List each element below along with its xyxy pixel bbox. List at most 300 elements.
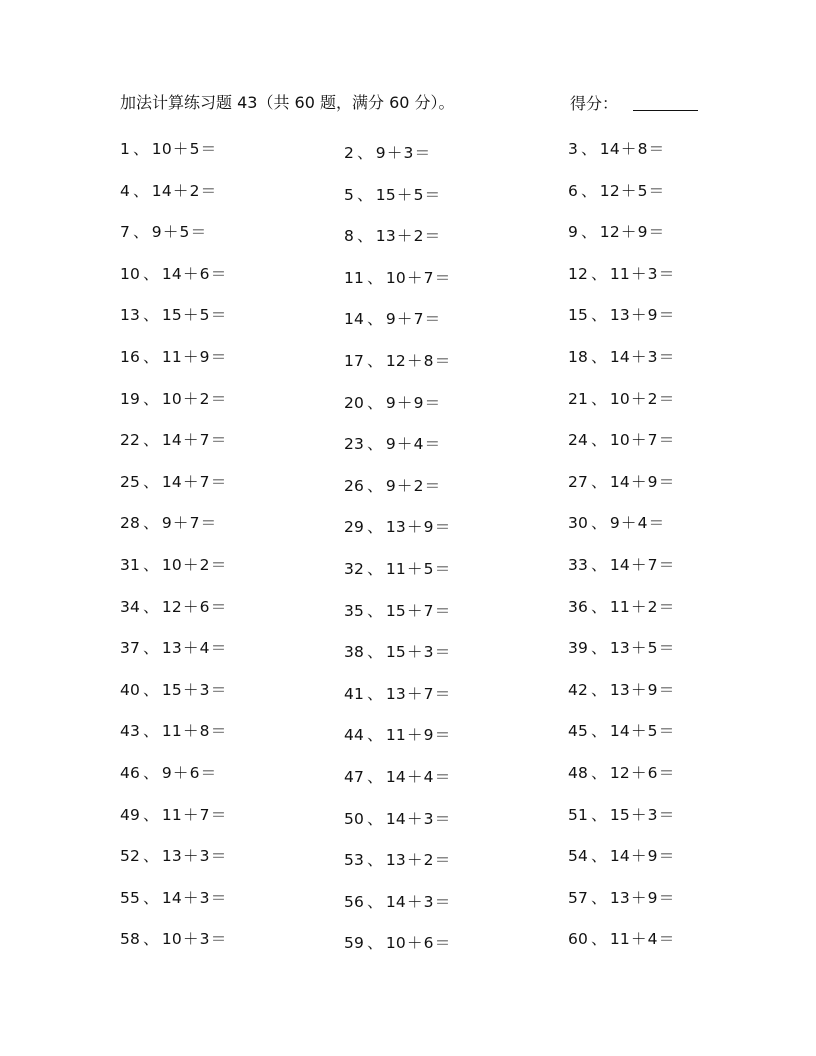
equals-sign: ＝ bbox=[658, 597, 675, 616]
equals-sign: ＝ bbox=[434, 809, 451, 828]
plus-sign: ＋ bbox=[182, 306, 199, 325]
equals-sign: ＝ bbox=[210, 389, 227, 408]
problem-row bbox=[120, 137, 720, 179]
addend-b: 6 bbox=[423, 934, 434, 953]
problem-number: 32 bbox=[344, 559, 365, 578]
equals-sign: ＝ bbox=[210, 680, 227, 699]
problem-item[interactable] bbox=[344, 141, 431, 163]
problem-number: 56 bbox=[344, 892, 365, 911]
addend-a: 10 bbox=[385, 268, 406, 287]
equals-sign: ＝ bbox=[658, 930, 675, 949]
addend-a: 14 bbox=[609, 847, 630, 866]
addend-a: 12 bbox=[599, 223, 620, 242]
plus-sign: ＋ bbox=[386, 144, 403, 162]
problem-number: 8 bbox=[344, 227, 355, 246]
plus-sign: ＋ bbox=[182, 930, 199, 949]
addend-b: 3 bbox=[199, 888, 210, 907]
problem-row bbox=[120, 803, 720, 845]
problem-item[interactable] bbox=[568, 761, 675, 783]
addend-a: 14 bbox=[151, 181, 172, 200]
problem-item[interactable] bbox=[568, 719, 675, 741]
problem-item[interactable] bbox=[120, 220, 207, 242]
problem-number: 33 bbox=[568, 555, 589, 574]
problem-number: 24 bbox=[568, 431, 589, 450]
addend-a: 12 bbox=[161, 597, 182, 616]
problem-item[interactable] bbox=[120, 470, 227, 492]
problem-item[interactable] bbox=[120, 553, 227, 575]
problem-item[interactable] bbox=[344, 515, 451, 537]
score-blank[interactable] bbox=[633, 110, 698, 111]
addend-b: 7 bbox=[199, 431, 210, 450]
equals-sign: ＝ bbox=[434, 934, 451, 953]
equals-sign: ＝ bbox=[190, 223, 207, 242]
equals-sign: ＝ bbox=[434, 892, 451, 911]
plus-sign: ＋ bbox=[406, 601, 423, 620]
problem-item[interactable] bbox=[120, 387, 227, 409]
addend-a: 11 bbox=[609, 930, 630, 949]
problem-number: 1 bbox=[120, 140, 131, 158]
problem-number: 41 bbox=[344, 684, 365, 703]
equals-sign: ＝ bbox=[424, 393, 441, 412]
equals-sign: ＝ bbox=[434, 643, 451, 662]
problem-separator: 、 bbox=[143, 555, 159, 574]
problem-number: 15 bbox=[568, 306, 589, 325]
problem-separator: 、 bbox=[367, 809, 383, 828]
addend-b: 9 bbox=[199, 347, 210, 366]
plus-sign: ＋ bbox=[406, 767, 423, 786]
problem-number: 45 bbox=[568, 722, 589, 741]
problem-item[interactable] bbox=[568, 179, 665, 201]
problem-number: 19 bbox=[120, 389, 141, 408]
problem-row bbox=[120, 595, 720, 637]
equals-sign: ＝ bbox=[434, 559, 451, 578]
addend-a: 14 bbox=[161, 888, 182, 907]
problem-row bbox=[120, 345, 720, 387]
addend-b: 7 bbox=[647, 431, 658, 450]
addend-b: 5 bbox=[179, 223, 190, 242]
problem-separator: 、 bbox=[143, 472, 159, 491]
addend-a: 15 bbox=[609, 805, 630, 824]
problem-item[interactable] bbox=[344, 599, 451, 621]
plus-sign: ＋ bbox=[406, 892, 423, 911]
equals-sign: ＝ bbox=[210, 472, 227, 491]
addend-a: 14 bbox=[161, 264, 182, 283]
problem-item[interactable] bbox=[344, 640, 451, 662]
problem-separator: 、 bbox=[367, 601, 383, 620]
equals-sign: ＝ bbox=[648, 140, 665, 158]
addend-a: 15 bbox=[375, 185, 396, 204]
addend-b: 7 bbox=[423, 601, 434, 620]
problem-separator: 、 bbox=[143, 597, 159, 616]
problem-item[interactable] bbox=[568, 553, 675, 575]
equals-sign: ＝ bbox=[658, 389, 675, 408]
problem-number: 18 bbox=[568, 347, 589, 366]
equals-sign: ＝ bbox=[414, 144, 431, 162]
addend-a: 15 bbox=[161, 680, 182, 699]
problem-number: 46 bbox=[120, 763, 141, 782]
problem-separator: 、 bbox=[143, 722, 159, 741]
problem-row bbox=[120, 511, 720, 553]
addend-a: 10 bbox=[609, 431, 630, 450]
problem-item[interactable] bbox=[120, 303, 227, 325]
addend-b: 6 bbox=[199, 264, 210, 283]
problem-row bbox=[120, 220, 720, 262]
problem-item[interactable] bbox=[120, 719, 227, 741]
problem-separator: 、 bbox=[133, 223, 149, 242]
equals-sign: ＝ bbox=[424, 185, 441, 204]
plus-sign: ＋ bbox=[396, 393, 413, 412]
problem-number: 16 bbox=[120, 347, 141, 366]
equals-sign: ＝ bbox=[658, 555, 675, 574]
problem-number: 53 bbox=[344, 851, 365, 870]
problem-item[interactable] bbox=[568, 511, 665, 533]
problem-item[interactable] bbox=[568, 844, 675, 866]
equals-sign: ＝ bbox=[658, 264, 675, 283]
plus-sign: ＋ bbox=[630, 930, 647, 949]
addend-b: 4 bbox=[423, 767, 434, 786]
addend-a: 9 bbox=[385, 310, 396, 329]
problem-separator: 、 bbox=[367, 268, 383, 287]
problem-item[interactable] bbox=[568, 387, 675, 409]
plus-sign: ＋ bbox=[406, 851, 423, 870]
problem-item[interactable] bbox=[344, 432, 441, 454]
problem-number: 22 bbox=[120, 431, 141, 450]
equals-sign: ＝ bbox=[200, 181, 217, 200]
equals-sign: ＝ bbox=[434, 601, 451, 620]
addend-b: 3 bbox=[647, 264, 658, 283]
plus-sign: ＋ bbox=[172, 181, 189, 200]
plus-sign: ＋ bbox=[630, 555, 647, 574]
plus-sign: ＋ bbox=[620, 181, 637, 200]
addend-a: 9 bbox=[385, 393, 396, 412]
problem-separator: 、 bbox=[591, 888, 607, 907]
addend-b: 8 bbox=[199, 722, 210, 741]
problem-number: 47 bbox=[344, 767, 365, 786]
problem-item[interactable] bbox=[120, 179, 217, 201]
problem-separator: 、 bbox=[143, 847, 159, 866]
addend-a: 10 bbox=[151, 140, 172, 158]
equals-sign: ＝ bbox=[424, 227, 441, 246]
problem-item[interactable] bbox=[568, 470, 675, 492]
problem-separator: 、 bbox=[591, 514, 607, 533]
addend-b: 3 bbox=[423, 892, 434, 911]
problem-number: 12 bbox=[568, 264, 589, 283]
addend-b: 7 bbox=[423, 268, 434, 287]
equals-sign: ＝ bbox=[210, 264, 227, 283]
problem-item[interactable] bbox=[568, 137, 665, 159]
equals-sign: ＝ bbox=[210, 431, 227, 450]
equals-sign: ＝ bbox=[648, 181, 665, 200]
addend-b: 3 bbox=[423, 809, 434, 828]
equals-sign: ＝ bbox=[648, 514, 665, 533]
problem-number: 59 bbox=[344, 934, 365, 953]
equals-sign: ＝ bbox=[210, 722, 227, 741]
worksheet-title: 加法计算练习题 43（共 60 题，满分 60 分）。 bbox=[120, 93, 455, 112]
problem-separator: 、 bbox=[367, 726, 383, 745]
addend-b: 2 bbox=[423, 851, 434, 870]
problem-item[interactable] bbox=[344, 765, 451, 787]
problem-separator: 、 bbox=[591, 847, 607, 866]
problem-number: 9 bbox=[568, 223, 579, 242]
addend-b: 9 bbox=[637, 223, 648, 242]
plus-sign: ＋ bbox=[396, 476, 413, 495]
equals-sign: ＝ bbox=[210, 597, 227, 616]
plus-sign: ＋ bbox=[630, 389, 647, 408]
problem-item[interactable] bbox=[120, 428, 227, 450]
problem-number: 40 bbox=[120, 680, 141, 699]
problem-separator: 、 bbox=[133, 140, 149, 158]
equals-sign: ＝ bbox=[658, 888, 675, 907]
problem-row bbox=[120, 303, 720, 345]
addend-a: 15 bbox=[161, 306, 182, 325]
problem-item[interactable] bbox=[344, 890, 451, 912]
problem-separator: 、 bbox=[357, 185, 373, 204]
problem-item[interactable] bbox=[568, 886, 675, 908]
equals-sign: ＝ bbox=[658, 431, 675, 450]
problem-item[interactable] bbox=[568, 220, 665, 242]
problem-item[interactable] bbox=[568, 303, 675, 325]
plus-sign: ＋ bbox=[182, 555, 199, 574]
problem-item[interactable] bbox=[120, 262, 227, 284]
problem-item[interactable] bbox=[120, 636, 227, 658]
problem-item[interactable] bbox=[120, 844, 227, 866]
problem-number: 21 bbox=[568, 389, 589, 408]
addend-b: 3 bbox=[199, 680, 210, 699]
addend-a: 13 bbox=[609, 306, 630, 325]
problem-separator: 、 bbox=[591, 680, 607, 699]
plus-sign: ＋ bbox=[406, 934, 423, 953]
equals-sign: ＝ bbox=[648, 223, 665, 242]
problem-separator: 、 bbox=[367, 684, 383, 703]
problem-item[interactable] bbox=[120, 886, 227, 908]
problem-separator: 、 bbox=[143, 805, 159, 824]
problem-item[interactable] bbox=[120, 678, 227, 700]
addend-b: 2 bbox=[189, 181, 200, 200]
plus-sign: ＋ bbox=[630, 680, 647, 699]
plus-sign: ＋ bbox=[182, 805, 199, 824]
addend-b: 3 bbox=[423, 643, 434, 662]
problem-separator: 、 bbox=[143, 389, 159, 408]
problem-separator: 、 bbox=[367, 892, 383, 911]
addend-a: 13 bbox=[609, 680, 630, 699]
equals-sign: ＝ bbox=[658, 306, 675, 325]
problem-separator: 、 bbox=[367, 643, 383, 662]
addend-b: 6 bbox=[647, 763, 658, 782]
addend-a: 14 bbox=[609, 555, 630, 574]
problem-item[interactable] bbox=[120, 761, 217, 783]
problem-item[interactable] bbox=[344, 391, 441, 413]
plus-sign: ＋ bbox=[182, 722, 199, 741]
plus-sign: ＋ bbox=[162, 223, 179, 242]
problem-separator: 、 bbox=[143, 514, 159, 533]
problem-item[interactable] bbox=[120, 803, 227, 825]
addend-a: 9 bbox=[609, 514, 620, 533]
problem-item[interactable] bbox=[568, 262, 675, 284]
addend-a: 13 bbox=[161, 639, 182, 658]
addend-b: 7 bbox=[647, 555, 658, 574]
problem-separator: 、 bbox=[591, 264, 607, 283]
problem-number: 34 bbox=[120, 597, 141, 616]
addend-b: 8 bbox=[637, 140, 648, 158]
equals-sign: ＝ bbox=[434, 518, 451, 537]
plus-sign: ＋ bbox=[630, 847, 647, 866]
plus-sign: ＋ bbox=[630, 888, 647, 907]
problem-grid bbox=[120, 137, 720, 969]
problem-item[interactable] bbox=[344, 848, 451, 870]
problem-row bbox=[120, 761, 720, 803]
problem-number: 10 bbox=[120, 264, 141, 283]
problem-number: 23 bbox=[344, 435, 365, 454]
problem-row bbox=[120, 553, 720, 595]
plus-sign: ＋ bbox=[406, 726, 423, 745]
problem-number: 57 bbox=[568, 888, 589, 907]
problem-item[interactable] bbox=[344, 224, 441, 246]
problem-number: 42 bbox=[568, 680, 589, 699]
problem-separator: 、 bbox=[143, 680, 159, 699]
plus-sign: ＋ bbox=[406, 643, 423, 662]
addend-a: 10 bbox=[161, 930, 182, 949]
addend-b: 9 bbox=[647, 847, 658, 866]
addend-a: 12 bbox=[609, 763, 630, 782]
equals-sign: ＝ bbox=[658, 763, 675, 782]
problem-number: 49 bbox=[120, 805, 141, 824]
addend-b: 2 bbox=[413, 476, 424, 495]
problem-number: 54 bbox=[568, 847, 589, 866]
problem-separator: 、 bbox=[591, 431, 607, 450]
problem-number: 38 bbox=[344, 643, 365, 662]
addend-a: 11 bbox=[609, 264, 630, 283]
problem-item[interactable] bbox=[568, 927, 675, 949]
addend-b: 3 bbox=[647, 347, 658, 366]
problem-number: 26 bbox=[344, 476, 365, 495]
problem-separator: 、 bbox=[133, 181, 149, 200]
addend-b: 3 bbox=[199, 930, 210, 949]
problem-number: 27 bbox=[568, 472, 589, 491]
problem-item[interactable] bbox=[344, 723, 451, 745]
problem-number: 25 bbox=[120, 472, 141, 491]
plus-sign: ＋ bbox=[406, 684, 423, 703]
addend-a: 14 bbox=[161, 472, 182, 491]
addend-b: 5 bbox=[637, 181, 648, 200]
problem-number: 3 bbox=[568, 140, 579, 158]
addend-b: 2 bbox=[199, 555, 210, 574]
addend-b: 2 bbox=[199, 389, 210, 408]
addend-a: 11 bbox=[385, 726, 406, 745]
problem-separator: 、 bbox=[591, 930, 607, 949]
problem-item[interactable] bbox=[568, 428, 675, 450]
plus-sign: ＋ bbox=[182, 264, 199, 283]
problem-separator: 、 bbox=[591, 389, 607, 408]
problem-separator: 、 bbox=[367, 393, 383, 412]
plus-sign: ＋ bbox=[182, 847, 199, 866]
problem-separator: 、 bbox=[581, 140, 597, 158]
addend-a: 12 bbox=[385, 351, 406, 370]
problem-row bbox=[120, 387, 720, 429]
problem-item[interactable] bbox=[120, 137, 217, 159]
plus-sign: ＋ bbox=[182, 472, 199, 491]
problem-item[interactable] bbox=[344, 474, 441, 496]
problem-number: 50 bbox=[344, 809, 365, 828]
problem-item[interactable] bbox=[344, 807, 451, 829]
problem-item[interactable] bbox=[568, 345, 675, 367]
problem-item[interactable] bbox=[120, 511, 217, 533]
addend-a: 11 bbox=[385, 559, 406, 578]
equals-sign: ＝ bbox=[210, 847, 227, 866]
equals-sign: ＝ bbox=[424, 476, 441, 495]
problem-item[interactable] bbox=[344, 682, 451, 704]
problem-item[interactable] bbox=[568, 595, 675, 617]
problem-separator: 、 bbox=[591, 597, 607, 616]
addend-a: 14 bbox=[385, 892, 406, 911]
problem-number: 5 bbox=[344, 185, 355, 204]
problem-separator: 、 bbox=[591, 763, 607, 782]
addend-a: 10 bbox=[609, 389, 630, 408]
addend-a: 10 bbox=[385, 934, 406, 953]
equals-sign: ＝ bbox=[210, 805, 227, 824]
problem-number: 17 bbox=[344, 351, 365, 370]
addend-b: 9 bbox=[647, 680, 658, 699]
equals-sign: ＝ bbox=[200, 140, 217, 158]
plus-sign: ＋ bbox=[630, 347, 647, 366]
addend-a: 14 bbox=[385, 809, 406, 828]
problem-item[interactable] bbox=[344, 266, 451, 288]
problem-separator: 、 bbox=[367, 851, 383, 870]
problem-item[interactable] bbox=[120, 345, 227, 367]
addend-b: 3 bbox=[647, 805, 658, 824]
problem-item[interactable] bbox=[344, 183, 441, 205]
problem-item[interactable] bbox=[344, 307, 441, 329]
plus-sign: ＋ bbox=[406, 351, 423, 370]
problem-item[interactable] bbox=[568, 678, 675, 700]
plus-sign: ＋ bbox=[396, 310, 413, 329]
addend-a: 13 bbox=[375, 227, 396, 246]
problem-separator: 、 bbox=[367, 310, 383, 329]
addend-a: 11 bbox=[161, 722, 182, 741]
problem-item[interactable] bbox=[344, 931, 451, 953]
addend-b: 4 bbox=[647, 930, 658, 949]
addend-a: 13 bbox=[161, 847, 182, 866]
plus-sign: ＋ bbox=[396, 435, 413, 454]
plus-sign: ＋ bbox=[630, 264, 647, 283]
problem-number: 31 bbox=[120, 555, 141, 574]
plus-sign: ＋ bbox=[182, 597, 199, 616]
equals-sign: ＝ bbox=[210, 930, 227, 949]
equals-sign: ＝ bbox=[210, 555, 227, 574]
addend-a: 9 bbox=[385, 476, 396, 495]
addend-b: 9 bbox=[413, 393, 424, 412]
problem-item[interactable] bbox=[344, 557, 451, 579]
problem-separator: 、 bbox=[357, 227, 373, 246]
addend-a: 14 bbox=[385, 767, 406, 786]
addend-a: 11 bbox=[609, 597, 630, 616]
problem-separator: 、 bbox=[367, 518, 383, 537]
equals-sign: ＝ bbox=[658, 680, 675, 699]
problem-item[interactable] bbox=[120, 595, 227, 617]
problem-row bbox=[120, 262, 720, 304]
equals-sign: ＝ bbox=[434, 851, 451, 870]
problem-separator: 、 bbox=[143, 888, 159, 907]
problem-row bbox=[120, 470, 720, 512]
problem-item[interactable] bbox=[344, 349, 451, 371]
problem-item[interactable] bbox=[568, 636, 675, 658]
problem-separator: 、 bbox=[591, 722, 607, 741]
equals-sign: ＝ bbox=[210, 639, 227, 658]
equals-sign: ＝ bbox=[434, 684, 451, 703]
problem-item[interactable] bbox=[568, 803, 675, 825]
addend-a: 9 bbox=[161, 763, 172, 782]
problem-item[interactable] bbox=[120, 927, 227, 949]
equals-sign: ＝ bbox=[434, 268, 451, 287]
